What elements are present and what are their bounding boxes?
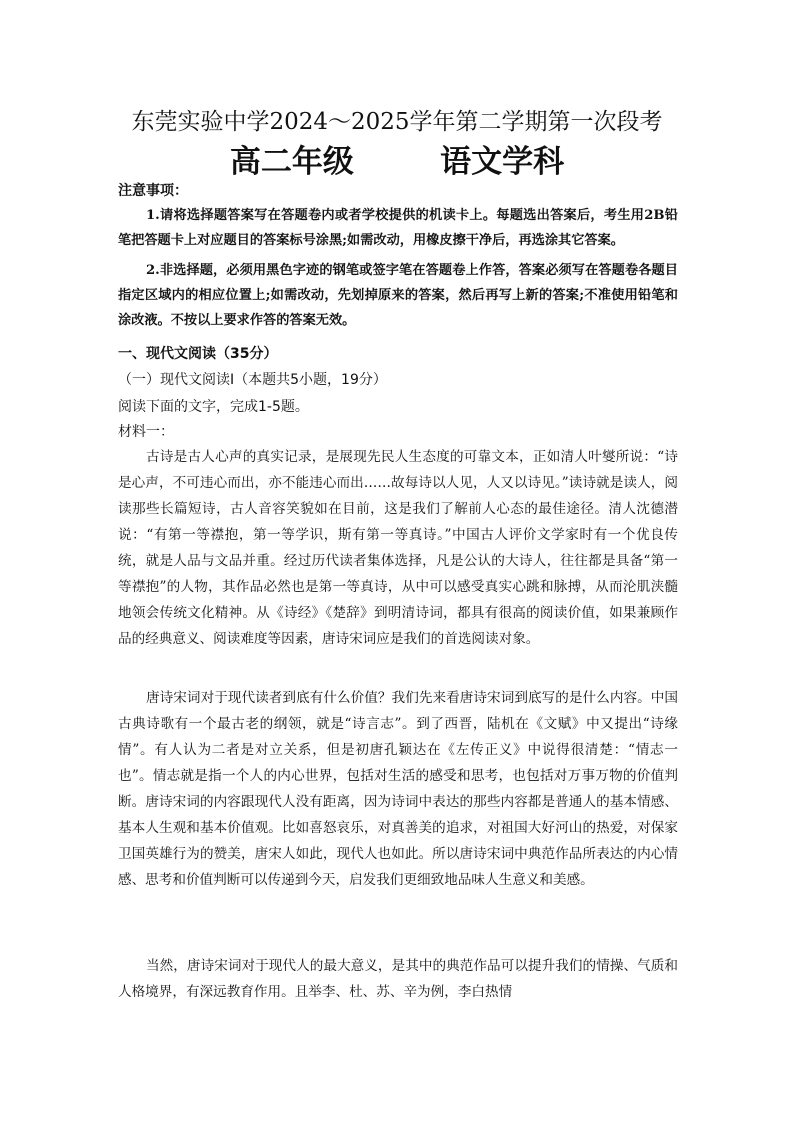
- reading-instruction: 阅读下面的文字，完成1-5题。: [118, 399, 309, 415]
- passage-paragraph-1: 古诗是古人心声的真实记录，是展现先民人生态度的可靠文本，正如清人叶燮所说：“诗是心声，不可违心而出，亦不能违心而出……故每诗以人见，人又以诗见。”读诗就是读人，阅读那些长篇短诗，古人音容笑貌如在目前，这是我们了解前人心态的最佳途径。清人沈德潜说：“有第一等襟抱，第一等学识，斯有第一等真诗。”中国古人评价文学家时有一个优良传统，就是人品与文品并重。经过历代读者集体选择，凡是公认的大诗人，往往都是具备“第一等襟抱”的人物，其作品必然也是第一等真诗，从中可以感受真实心跳和脉搏，从而沦肌浃髓地领会传统文化精神。从《诗经》《楚辞》到明清诗词，都具有很高的阅读价值，如果兼顾作品的经典意义、阅读难度等因素，唐诗宋词应是我们的首选阅读对象。: [118, 449, 678, 647]
- notice-item-1: 1.请将选择题答案写在答题卷内或者学校提供的机读卡上。每题选出答案后，考生用2B铅笔把答题卡上对应题目的答案标号涂黑;如需改动，用橡皮擦干净后，再选涂其它答案。: [118, 208, 678, 248]
- passage-paragraph-2: 唐诗宋词对于现代读者到底有什么价值？我们先来看唐诗宋词到底写的是什么内容。中国古典诗歌有一个最古老的纲领，就是“诗言志”。到了西晋，陆机在《文赋》中又提出“诗缘情”。有人认为二者是对立关系，但是初唐孔颖达在《左传正义》中说得很清楚：“情志一也”。情志就是指一个人的内心世界，包括对生活的感受和思考，也包括对万事万物的价值判断。唐诗宋词的内容跟现代人没有距离，因为诗词中表达的那些内容都是普通人的基本情感、基本人生观和基本价值观。比如喜怒哀乐，对真善美的追求，对祖国大好河山的热爱，对保家卫国英雄行为的赞美，唐宋人如此，现代人也如此。所以唐诗宋词中典范作品所表达的内心情感、思考和价值判断可以传递到今天，启发我们更细致地品味人生意义和美感。: [118, 690, 678, 888]
- section-title: 一、现代文阅读（35分）: [118, 346, 278, 362]
- notice-item-2: 2.非选择题，必须用黑色字迹的钢笔或签字笔在答题卷上作答，答案必须写在答题卷各题目指定区域内的相应位置上;如需改动，先划掉原来的答案，然后再写上新的答案;不准使用铅笔和涂改液。不按以上要求作答的答案无效。: [118, 263, 678, 328]
- passage-paragraph-3: 当然，唐诗宋词对于现代人的最大意义，是其中的典范作品可以提升我们的情操、气质和人格境界，有深远教育作用。且举李、杜、苏、辛为例，李白热情: [118, 958, 678, 1000]
- material-label: 材料一：: [118, 424, 174, 440]
- notice-heading: 注意事项：: [118, 183, 188, 199]
- section-subtitle: （一）现代文阅读Ⅰ（本题共5小题，19分）: [118, 372, 387, 388]
- grade-subject-title: 高二年级 语文学科: [229, 144, 565, 180]
- exam-title: 东莞实验中学2024～2025学年第二学期第一次段考: [131, 109, 663, 135]
